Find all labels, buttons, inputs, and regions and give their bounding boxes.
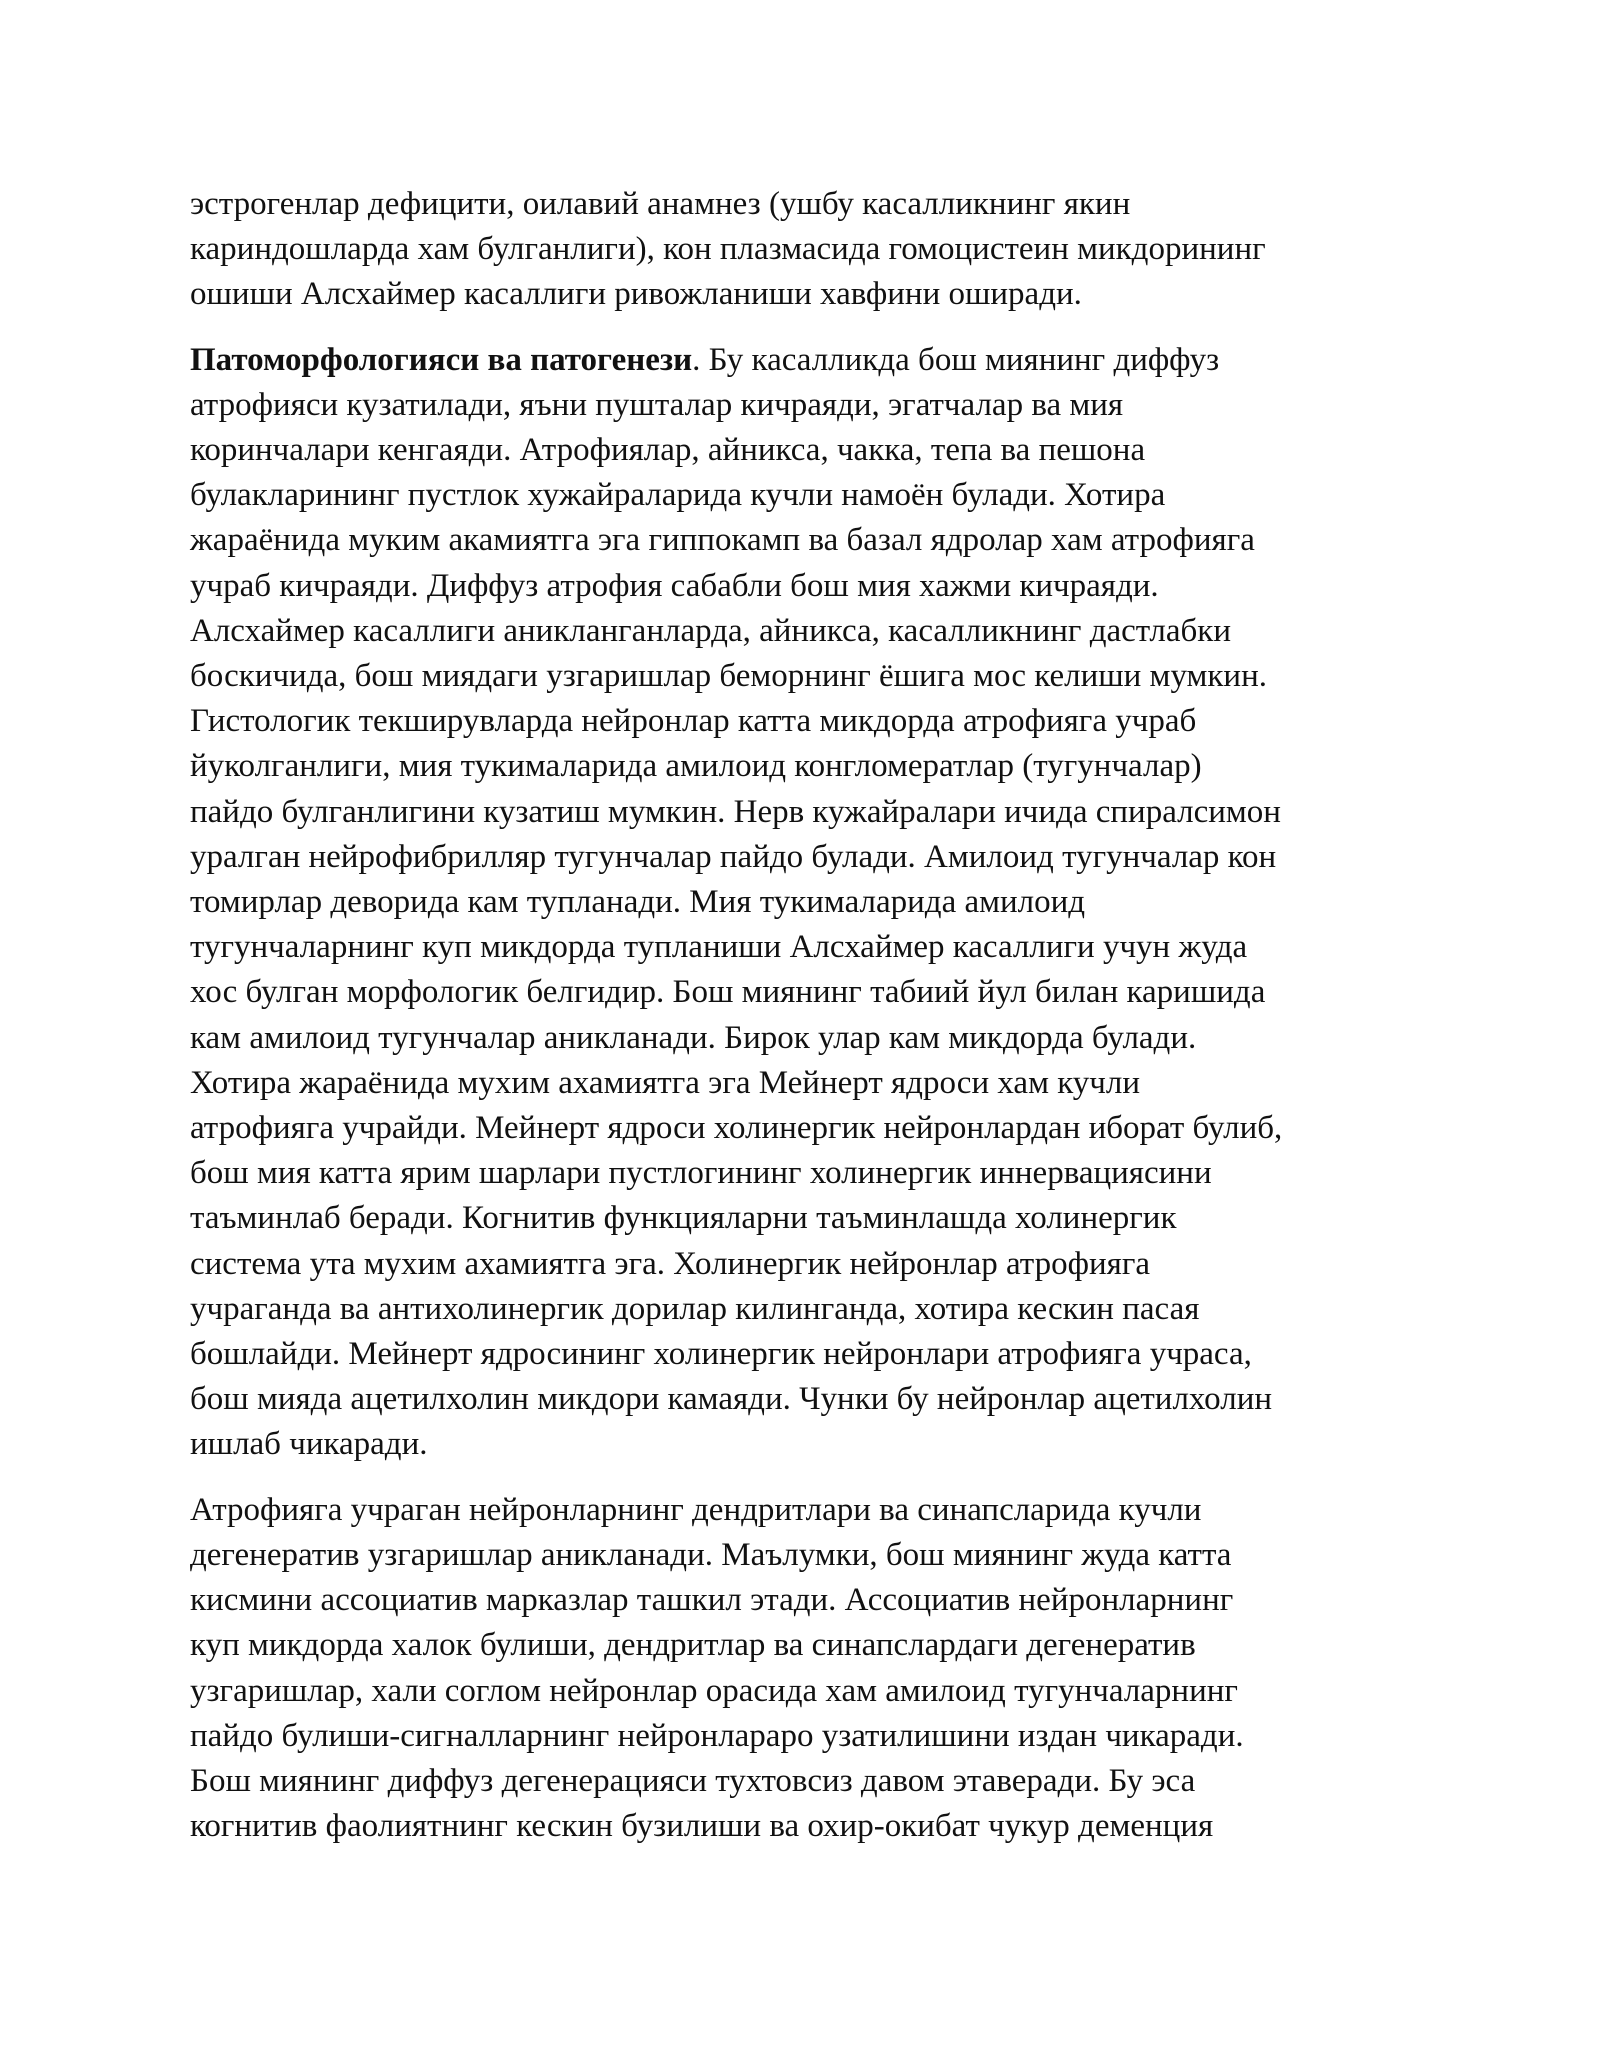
text-line: томирлар деворида кам тупланади. Мия тукималарида амилоид — [190, 884, 1086, 921]
text-line: бош мия катта ярим шарлари пустлогининг холинергик иннервациясини — [190, 1155, 1212, 1192]
text-line: система ута мухим ахамиятга эга. Холинергик нейронлар атрофияга — [190, 1245, 1150, 1282]
text-line: уралган нейрофибрилляр тугунчалар пайдо булади. Амилоид тугунчалар кон — [190, 838, 1277, 875]
text-line: ишлаб чикаради. — [190, 1426, 428, 1463]
text-line: Гистологик текширувларда нейронлар катта микдорда атрофияга учраб — [190, 703, 1197, 740]
text-line: когнитив фаолиятнинг кескин бузилиши ва охир-окибат чукур деменция — [190, 1808, 1214, 1845]
text-line: кам амилоид тугунчалар аникланади. Бирок улар кам микдорда булади. — [190, 1019, 1197, 1056]
text-line: Алсхаймер касаллиги аникланганларда, айникса, касалликнинг дастлабки — [190, 612, 1231, 649]
paragraph-3 — [190, 1488, 1430, 1850]
text-line: жараёнида муким акамиятга эга гиппокамп ва базал ядролар хам атрофияга — [190, 522, 1255, 559]
text-line: хос булган морфологик белгидир. Бош миянинг табиий йул билан каришида — [190, 974, 1266, 1011]
text-line: коринчалари кенгаяди. Атрофиялар, айникса, чакка, тепа ва пешона — [190, 432, 1146, 469]
text-line — [190, 338, 1430, 383]
text-line: тугунчаларнинг куп микдорда тупланиши Алсхаймер касаллиги учун жуда — [190, 929, 1248, 966]
text-line: Хотира жараёнида мухим ахамиятга эга Мейнерт ядроси хам кучли — [190, 1064, 1140, 1101]
text-line: учраганда ва антихолинергик дорилар килинганда, хотира кескин пасая — [190, 1290, 1200, 1327]
document-body — [190, 182, 1430, 1869]
text-line: учраб кичраяди. Диффуз атрофия сабабли бош мия хажми кичраяди. — [190, 567, 1159, 604]
text-line: атрофияга учрайди. Мейнерт ядроси холинергик нейронлардан иборат булиб, — [190, 1110, 1283, 1147]
text-line: пайдо булганлигини кузатиш мумкин. Нерв кужайралари ичида спиралсимон — [190, 793, 1281, 830]
text-line: бошлайди. Мейнерт ядросининг холинергик нейронлари атрофияга учраса, — [190, 1336, 1252, 1373]
text-line: ошиши Алсхаймер касаллиги ривожланиши хавфини оширади. — [190, 276, 1082, 313]
paragraph-2 — [190, 338, 1430, 1468]
text-line: йуколганлиги, мия тукималарида амилоид конгломератлар (тугунчалар) — [190, 748, 1202, 785]
text-line: кисмини ассоциатив марказлар ташкил этади. Ассоциатив нейронларнинг — [190, 1582, 1234, 1619]
text-line: кариндошларда хам булганлиги), кон плазмасида гомоцистеин микдорининг — [190, 231, 1266, 268]
text-line: булакларининг пустлок хужайраларида кучли намоён булади. Хотира — [190, 477, 1166, 514]
text-line: Бош миянинг диффуз дегенерацияси тухтовсиз давом этаверади. Бу эса — [190, 1762, 1196, 1799]
text-fragment: . Бу касалликда бош миянинг диффуз — [692, 341, 1220, 378]
text-line: дегенератив узгаришлар аникланади. Маълумки, бош миянинг жуда катта — [190, 1536, 1232, 1573]
text-line: пайдо булиши-сигналларнинг нейронлараро узатилишини издан чикаради. — [190, 1717, 1244, 1754]
text-line: атрофияси кузатилади, яъни пушталар кичраяди, эгатчалар ва мия — [190, 386, 1124, 423]
text-line: куп микдорда халок булиши, дендритлар ва синапслардаги дегенератив — [190, 1627, 1196, 1664]
text-line: узгаришлар, хали соглом нейронлар орасида хам амилоид тугунчаларнинг — [190, 1672, 1238, 1709]
text-line: таъминлаб беради. Когнитив функцияларни таъминлашда холинергик — [190, 1200, 1177, 1237]
text-line: боскичида, бош миядаги узгаришлар беморнинг ёшига мос келиши мумкин. — [190, 658, 1267, 695]
text-line: эстрогенлар дефицити, оилавий анамнез (ушбу касалликнинг якин — [190, 186, 1131, 222]
paragraph-1 — [190, 182, 1430, 318]
text-line: Атрофияга учраган нейронларнинг дендритлари ва синапсларида кучли — [190, 1491, 1202, 1528]
text-line: бош мияда ацетилхолин микдори камаяди. Чунки бу нейронлар ацетилхолин — [190, 1381, 1273, 1418]
section-heading: Патоморфологияси ва патогенези — [190, 341, 693, 378]
